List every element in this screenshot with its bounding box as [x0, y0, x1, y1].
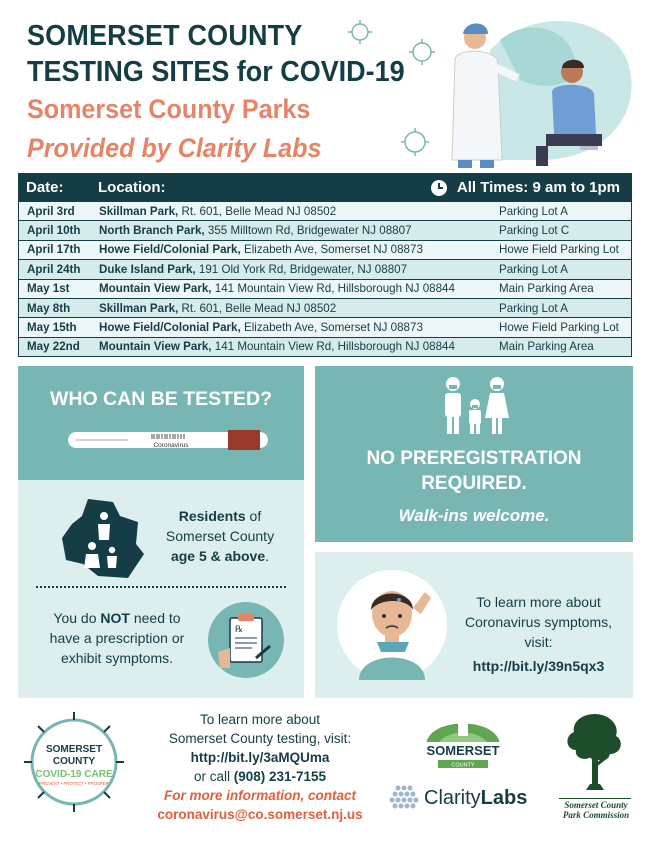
row-park: Mountain View Park,	[99, 340, 212, 354]
table-row	[18, 338, 632, 357]
covid-care-logo	[20, 708, 128, 816]
table-body	[18, 202, 632, 357]
row-location	[99, 282, 499, 295]
row-address: Rt. 601, Belle Mead NJ 08502	[178, 204, 337, 218]
presc-not: NOT	[100, 610, 130, 626]
who-title: WHO CAN BE TESTED?	[49, 388, 273, 410]
testing-illustration	[340, 10, 640, 170]
residents-word: Residents	[178, 508, 246, 524]
row-location	[99, 263, 499, 276]
presc-p3: need to	[129, 610, 181, 626]
row-location	[99, 340, 499, 353]
park-commission-line-1: Somerset County	[564, 800, 628, 810]
tube-label: Coronavirus	[153, 442, 189, 449]
presc-p4: have a prescription or	[49, 630, 185, 646]
footer-contact	[150, 710, 370, 824]
park-commission-divider	[559, 798, 631, 799]
noreg-title	[315, 446, 633, 496]
sick-person-icon	[337, 570, 447, 680]
testing-schedule-table	[18, 173, 632, 357]
presc-p1: You do	[53, 610, 101, 626]
residents-of: of	[245, 508, 262, 524]
learn-line-3: visit:	[524, 634, 553, 650]
prescription-icon	[208, 602, 284, 678]
footer-email[interactable]: coronavirus@co.somerset.nj.us	[157, 807, 363, 822]
times-label: All Times: 9 am to 1pm	[456, 179, 620, 196]
symptoms-info-panel	[315, 552, 633, 698]
footer-line-2: Somerset County testing, visit:	[168, 731, 352, 746]
family-masked-icon	[435, 374, 515, 436]
residents-county: Somerset County	[165, 528, 275, 544]
header-times	[431, 179, 632, 196]
noreg-line-1: NO PREREGISTRATION	[366, 448, 582, 469]
svg-text:℞: ℞	[235, 624, 244, 634]
test-tube-icon	[68, 430, 278, 450]
row-lot: Parking Lot A	[499, 262, 568, 276]
table-row	[18, 241, 632, 260]
table-row	[18, 280, 632, 299]
row-lot: Main Parking Area	[499, 282, 594, 296]
row-date: May 1st	[27, 282, 70, 296]
row-location	[99, 243, 499, 256]
header-location: Location:	[98, 179, 166, 196]
row-date: April 17th	[27, 243, 81, 257]
title-line-2: TESTING SITES for COVID-19	[27, 56, 405, 88]
park-commission-text	[551, 800, 641, 820]
row-lot: Parking Lot A	[499, 204, 568, 218]
footer-line-1: To learn more about	[199, 712, 321, 727]
residents-text	[146, 506, 294, 566]
title-line-1: SOMERSET COUNTY	[27, 20, 303, 52]
virus-icon	[348, 20, 435, 156]
who-can-be-tested-panel	[18, 366, 304, 480]
row-location	[99, 321, 499, 334]
row-date: April 10th	[27, 224, 81, 238]
row-address: Elizabeth Ave, Somerset NJ 08873	[240, 321, 423, 335]
row-park: Duke Island Park,	[99, 262, 196, 276]
clarity-labs-mark-icon	[388, 783, 420, 813]
row-lot: Howe Field Parking Lot	[499, 321, 619, 335]
row-date: April 24th	[27, 262, 81, 276]
footer-testing-link[interactable]: http://bit.ly/3aMQUma	[190, 750, 330, 765]
care-logo-tagline: PREVENT • PROTECT • PROSPER	[39, 781, 109, 786]
row-location	[99, 224, 499, 237]
residents-age: age 5 & above	[170, 548, 266, 564]
row-address: 355 Milltown Rd, Bridgewater NJ 08807	[204, 224, 412, 238]
row-location	[99, 205, 499, 218]
row-lot: Main Parking Area	[499, 340, 594, 354]
table-row	[18, 202, 632, 221]
row-park: Skillman Park,	[99, 204, 179, 218]
row-park: North Branch Park,	[99, 224, 205, 238]
learn-line-2: Coronavirus symptoms,	[464, 614, 613, 630]
row-park: Mountain View Park,	[99, 282, 212, 296]
row-park: Howe Field/Colonial Park,	[99, 243, 241, 257]
row-date: May 15th	[27, 321, 77, 335]
symptoms-text	[451, 592, 626, 676]
row-address: Rt. 601, Belle Mead NJ 08502	[178, 301, 337, 315]
subtitle-provider: Provided by Clarity Labs	[27, 133, 322, 163]
footer-phone[interactable]: (908) 231-7155	[233, 769, 327, 784]
somerset-logo-text: SOMERSET	[426, 743, 500, 758]
table-row	[18, 221, 632, 240]
row-park: Howe Field/Colonial Park,	[99, 321, 241, 335]
table-row	[18, 260, 632, 279]
clarity-word: Clarity	[424, 787, 481, 809]
park-commission-tree-logo	[562, 710, 628, 798]
table-row	[18, 318, 632, 337]
row-address: 191 Old York Rd, Bridgewater, NJ 08807	[195, 262, 408, 276]
row-address: 141 Mountain View Rd, Hillsborough NJ 08844	[211, 282, 455, 296]
row-address: 141 Mountain View Rd, Hillsborough NJ 08844	[211, 340, 455, 354]
care-logo-line-3: COVID-19 CARE	[35, 769, 113, 780]
no-preregistration-panel	[315, 366, 633, 542]
clarity-labs-logo	[424, 787, 527, 810]
table-row	[18, 299, 632, 318]
row-date: April 3rd	[27, 204, 75, 218]
learn-line-1: To learn more about	[476, 594, 601, 610]
care-logo-line-1: SOMERSET	[45, 744, 103, 755]
footer-more-info: For more information, contact	[163, 788, 356, 803]
presc-p5: exhibit symptoms.	[60, 650, 174, 666]
row-location	[99, 302, 499, 315]
clock-icon	[431, 180, 447, 196]
symptoms-link[interactable]: http://bit.ly/39n5qx3	[472, 658, 605, 674]
row-lot: Howe Field Parking Lot	[499, 243, 619, 257]
care-logo-line-2: COUNTY	[52, 756, 96, 767]
row-date: May 8th	[27, 301, 71, 315]
row-address: Elizabeth Ave, Somerset NJ 08873	[240, 243, 423, 257]
noreg-line-2: REQUIRED.	[421, 473, 527, 494]
prescription-text	[32, 608, 202, 668]
eligibility-panel	[18, 480, 304, 698]
somerset-county-logo	[416, 706, 510, 776]
dotted-divider	[36, 586, 286, 588]
row-lot: Parking Lot C	[499, 224, 570, 238]
row-date: May 22nd	[27, 340, 80, 354]
residents-period: .	[265, 548, 270, 564]
footer-call-prefix: or call	[193, 769, 234, 784]
subtitle-parks: Somerset County Parks	[27, 94, 311, 124]
header-date: Date:	[26, 179, 64, 196]
county-map-icon	[58, 494, 148, 584]
walkins-text: Walk-ins welcome.	[398, 506, 550, 525]
table-header	[18, 173, 632, 202]
row-park: Skillman Park,	[99, 301, 179, 315]
park-commission-line-2: Park Commission	[562, 810, 630, 820]
somerset-logo-sub: COUNTY	[451, 762, 475, 769]
row-lot: Parking Lot A	[499, 301, 568, 315]
labs-word: Labs	[480, 787, 528, 809]
footer-call	[150, 767, 370, 786]
